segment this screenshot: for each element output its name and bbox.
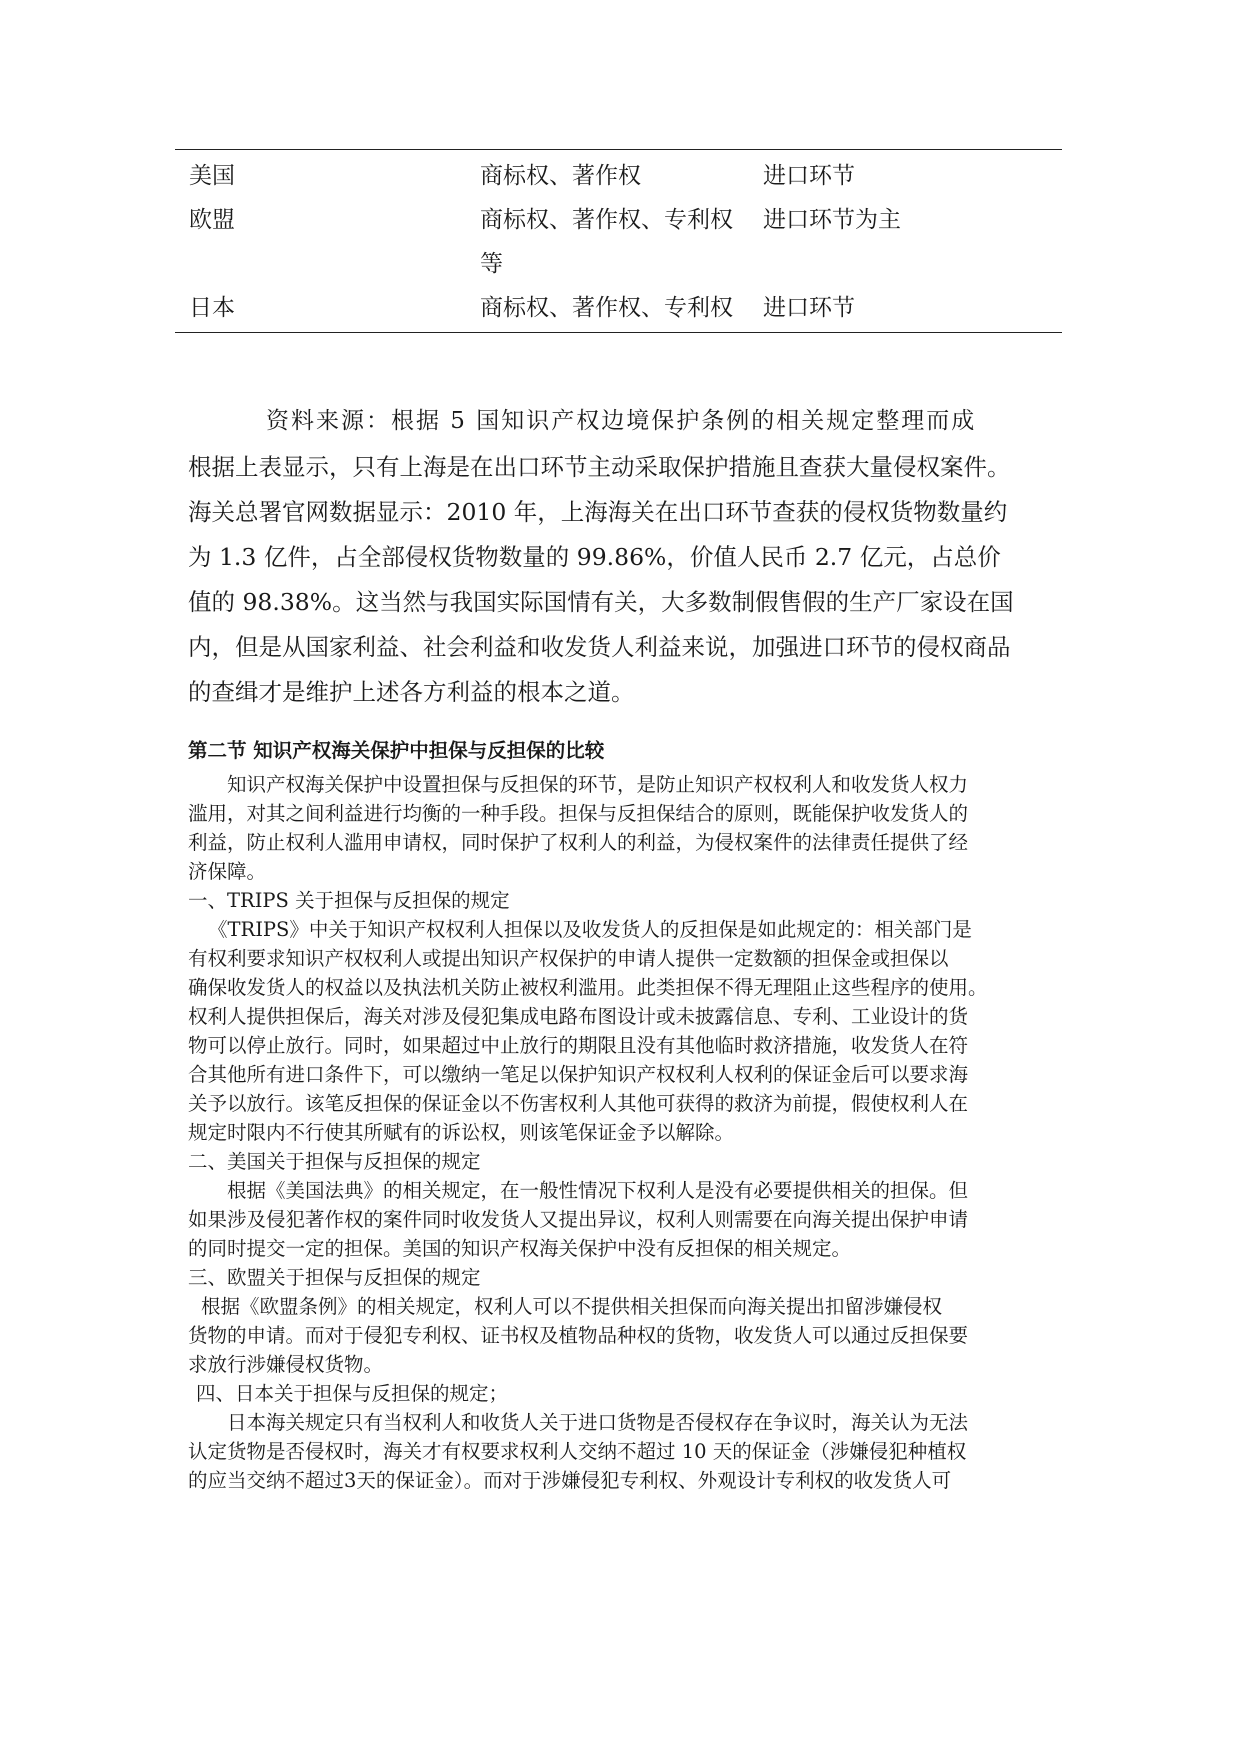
table-source-note: 资料来源：根据 5 国知识产权边境保护条例的相关规定整理而成 [266, 408, 977, 434]
rights-table [175, 149, 1062, 333]
paragraph-line: 为 1.3 亿件，占全部侵权货物数量的 99.86%，价值人民币 2.7 亿元，占总价 [188, 543, 1001, 571]
paragraph-line: 有权利要求知识产权权利人或提出知识产权保护的申请人提供一定数额的担保金或担保以 [188, 947, 949, 970]
subsection-trips [188, 886, 1068, 1147]
subsection-title: 一、TRIPS 关于担保与反担保的规定 [188, 889, 510, 912]
paragraph-line: 认定货物是否侵权时，海关才有权要求权利人交纳不超过 10 天的保证金（涉嫌侵犯种植权 [188, 1440, 967, 1463]
table-cell-stage: 进口环节为主 [763, 207, 901, 233]
subsection-title: 四、日本关于担保与反担保的规定； [196, 1382, 509, 1405]
paragraph-line: 的同时提交一定的担保。美国的知识产权海关保护中没有反担保的相关规定。 [188, 1237, 852, 1260]
table-cell-rights: 商标权、著作权、专利权 [480, 295, 733, 321]
table-cell-rights: 商标权、著作权 [480, 163, 641, 189]
paragraph-line: 利益，防止权利人滥用申请权，同时保护了权利人的利益，为侵权案件的法律责任提供了经 [188, 831, 969, 854]
paragraph-line: 值的 98.38%。这当然与我国实际国情有关，大多数制假售假的生产厂家设在国 [188, 588, 1014, 616]
main-paragraph [188, 445, 1048, 715]
table-cell-region: 日本 [189, 295, 235, 321]
table-row [175, 286, 1062, 332]
paragraph-line: 《TRIPS》中关于知识产权权利人担保以及收发货人的反担保是如此规定的：相关部门是 [208, 918, 972, 941]
table-cell-stage: 进口环节 [763, 295, 855, 321]
subsection-title: 三、欧盟关于担保与反担保的规定 [188, 1266, 481, 1289]
paragraph-line: 的查缉才是维护上述各方利益的根本之道。 [188, 678, 635, 706]
subsection-japan [188, 1379, 1068, 1495]
table-cell-stage: 进口环节 [763, 163, 855, 189]
paragraph-line: 确保收发货人的权益以及执法机关防止被权利滥用。此类担保不得无理阻止这些程序的使用。 [188, 976, 988, 999]
table-cell-rights [466, 198, 763, 286]
paragraph-line: 规定时限内不行使其所赋有的诉讼权，则该笔保证金予以解除。 [188, 1121, 735, 1144]
table-cell-region: 欧盟 [189, 207, 235, 233]
paragraph-line: 物可以停止放行。同时，如果超过中止放行的期限且没有其他临时救济措施，收发货人在符 [188, 1034, 969, 1057]
paragraph-line: 求放行涉嫌侵权货物。 [188, 1353, 384, 1376]
paragraph-line: 日本海关规定只有当权利人和收货人关于进口货物是否侵权存在争议时，海关认为无法 [227, 1411, 969, 1434]
subsection-title: 二、美国关于担保与反担保的规定 [188, 1150, 481, 1173]
paragraph-line: 滥用，对其之间利益进行均衡的一种手段。担保与反担保结合的原则，既能保护收发货人的 [188, 802, 969, 825]
paragraph-line: 济保障。 [188, 860, 267, 883]
paragraph-line: 知识产权海关保护中设置担保与反担保的环节，是防止知识产权权利人和收发货人权力 [227, 773, 969, 796]
section-intro [188, 770, 1068, 886]
paragraph-line: 内，但是从国家利益、社会利益和收发货人利益来说，加强进口环节的侵权商品 [188, 633, 1011, 661]
table-row [175, 150, 1062, 198]
paragraph-line: 根据上表显示，只有上海是在出口环节主动采取保护措施且查获大量侵权案件。 [188, 453, 1011, 481]
paragraph-line: 根据《欧盟条例》的相关规定，权利人可以不提供相关担保而向海关提出扣留涉嫌侵权 [201, 1295, 943, 1318]
table-cell-rights-line: 等 [480, 251, 503, 277]
paragraph-line: 的应当交纳不超过3天的保证金）。而对于涉嫌侵犯专利权、外观设计专利权的收发货人可 [188, 1469, 952, 1492]
paragraph-line: 根据《美国法典》的相关规定，在一般性情况下权利人是没有必要提供相关的担保。但 [227, 1179, 969, 1202]
paragraph-line: 海关总署官网数据显示：2010 年，上海海关在出口环节查获的侵权货物数量约 [188, 498, 1008, 526]
table-cell-rights-line: 商标权、著作权、专利权 [480, 207, 733, 233]
subsection-eu [188, 1263, 1068, 1379]
table-row [175, 198, 1062, 286]
subsection-us [188, 1147, 1068, 1263]
paragraph-line: 合其他所有进口条件下，可以缴纳一笔足以保护知识产权权利人权利的保证金后可以要求海 [188, 1063, 969, 1086]
section-heading: 第二节 知识产权海关保护中担保与反担保的比较 [188, 739, 605, 762]
paragraph-line: 货物的申请。而对于侵犯专利权、证书权及植物品种权的货物，收发货人可以通过反担保要 [188, 1324, 969, 1347]
paragraph-line: 如果涉及侵犯著作权的案件同时收发货人又提出异议，权利人则需要在向海关提出保护申请 [188, 1208, 969, 1231]
paragraph-line: 关予以放行。该笔反担保的保证金以不伤害权利人其他可获得的救济为前提，假使权利人在 [188, 1092, 969, 1115]
paragraph-line: 权利人提供担保后，海关对涉及侵犯集成电路布图设计或未披露信息、专利、工业设计的货 [188, 1005, 969, 1028]
table-cell-region: 美国 [189, 163, 235, 189]
